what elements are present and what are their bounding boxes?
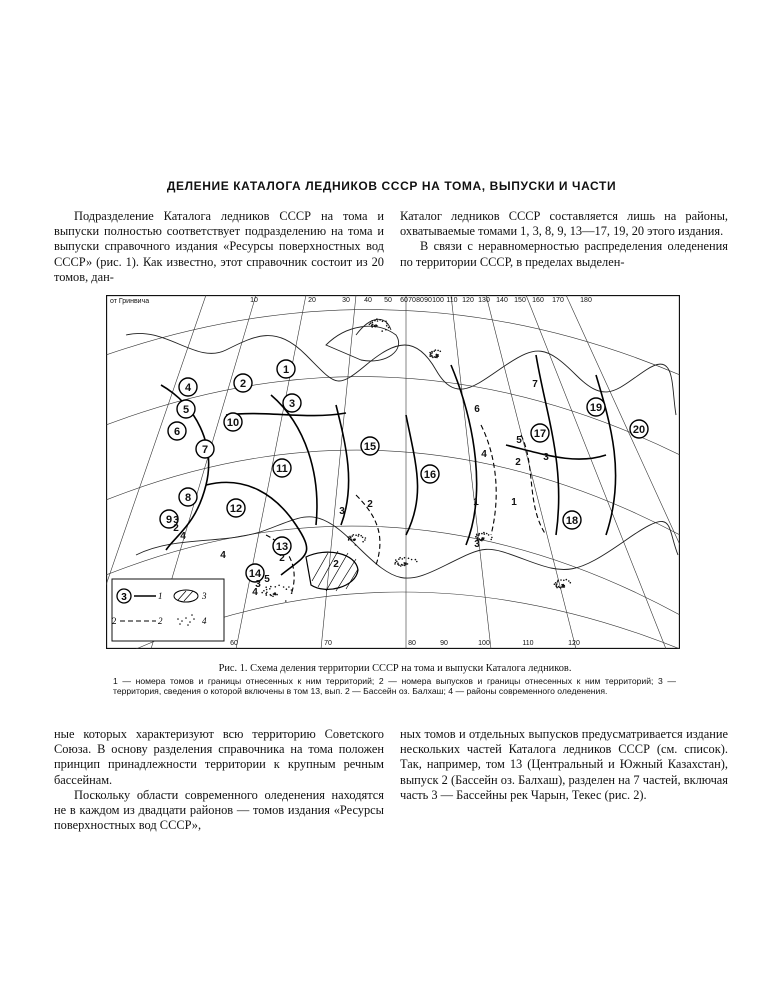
volume-marker-17 — [531, 424, 549, 442]
longitude-label-top: 90 — [424, 297, 432, 304]
svg-text:10: 10 — [226, 417, 240, 429]
longitude-label-top: 180 — [580, 297, 592, 304]
section-title: ДЕЛЕНИЕ КАТАЛОГА ЛЕДНИКОВ СССР НА ТОМА, ВЫПУСКИ И ЧАСТИ — [166, 179, 617, 193]
volume-marker-18 — [563, 511, 581, 529]
svg-text:13: 13 — [275, 541, 289, 553]
issue-label: 2 — [515, 457, 521, 468]
volume-marker-6 — [168, 422, 186, 440]
svg-text:2: 2 — [158, 616, 163, 626]
svg-text:2: 2 — [112, 616, 117, 626]
issue-label: 1 — [473, 497, 479, 508]
svg-text:14: 14 — [248, 568, 262, 580]
issue-label: 7 — [532, 379, 538, 390]
legend-item-3: 3 — [202, 591, 207, 601]
longitude-label-bottom: 70 — [324, 640, 332, 647]
legend-item-4: 4 — [202, 616, 207, 626]
volume-marker-5 — [177, 400, 195, 418]
paragraph: В связи с неравномерностью распределения оледенения по территории СССР, в пределах выделен- — [400, 239, 728, 269]
longitude-label-top: 160 — [532, 297, 544, 304]
issue-label: 1 — [511, 497, 517, 508]
paragraph: Каталог ледников СССР составляется лишь на районы, охватываемые томами 1, 3, 8, 9, 13—17, 19, 20 этого издания. — [400, 209, 728, 239]
longitude-label-top: 80 — [416, 297, 424, 304]
issue-label: 6 — [474, 404, 480, 415]
longitude-label-top: 170 — [552, 297, 564, 304]
issue-label: 4 — [180, 531, 186, 542]
text-column-right-bottom — [400, 727, 728, 803]
longitude-label-bottom: 110 — [522, 640, 534, 647]
issue-label: 3 — [339, 506, 345, 517]
paragraph: Поскольку области современного оледенения находятся не в каждом из двадцати районов — томов издания «Ресурсы поверхностных вод СССР», — [54, 787, 384, 833]
issue-label: 3 — [474, 539, 480, 550]
longitude-label-top: 50 — [384, 297, 392, 304]
volume-marker-15 — [361, 437, 379, 455]
origin-label: от Гринвича — [110, 298, 150, 305]
issue-label: 4 — [481, 449, 487, 460]
longitude-label-top: 40 — [364, 297, 372, 304]
volume-marker-1 — [277, 360, 295, 378]
longitude-label-bottom: 90 — [440, 640, 448, 647]
svg-text:8: 8 — [184, 492, 192, 504]
svg-text:7: 7 — [201, 444, 209, 456]
issue-label: 2 — [333, 559, 339, 570]
volume-marker-4 — [179, 378, 197, 396]
longitude-label-top: 100 — [432, 297, 444, 304]
issue-label: 2 — [173, 523, 179, 534]
issue-label: 4 — [252, 587, 258, 598]
issue-label: 2 — [367, 499, 373, 510]
svg-text:3: 3 — [288, 398, 296, 410]
longitude-label-top: 150 — [514, 297, 526, 304]
issue-label: 4 — [220, 550, 226, 561]
longitude-label-top: 10 — [250, 297, 258, 304]
svg-text:17: 17 — [533, 428, 547, 440]
longitude-label-bottom: 100 — [478, 640, 490, 647]
volume-marker-20 — [630, 420, 648, 438]
svg-text:4: 4 — [184, 382, 192, 394]
ussr-glacier-map — [106, 295, 680, 649]
svg-text:6: 6 — [173, 426, 181, 438]
svg-text:12: 12 — [229, 503, 243, 515]
paragraph: Подразделение Каталога ледников СССР на тома и выпуски полностью соответствует подразделению на тома и выпуски справочного издания «Ресурсы поверхностных вод СССР» (рис. 1). Как известно, этот справочник состоит из 20 томов, дан- — [54, 209, 384, 284]
svg-text:19: 19 — [589, 402, 603, 414]
legend-volume-sample: 3 — [121, 592, 127, 603]
issue-label: 5 — [516, 435, 522, 446]
longitude-label-bottom: 80 — [408, 640, 416, 647]
longitude-label-bottom: 60 — [230, 640, 238, 647]
issue-label: 3 — [173, 515, 179, 526]
issue-label: 2 — [279, 553, 285, 564]
svg-text:20: 20 — [632, 424, 646, 436]
longitude-label-top: 130 — [478, 297, 490, 304]
figure-caption: Рис. 1. Схема деления территории СССР на тома и выпуски Каталога ледников. — [218, 663, 572, 674]
longitude-label-top: 70 — [408, 297, 416, 304]
longitude-label-top: 20 — [308, 297, 316, 304]
longitude-label-top: 110 — [446, 297, 458, 304]
longitude-label-top: 120 — [462, 297, 474, 304]
svg-text:5: 5 — [182, 404, 190, 416]
text-column-right-top — [400, 209, 728, 270]
volume-marker-16 — [421, 465, 439, 483]
volume-marker-10 — [224, 413, 242, 431]
volume-marker-3 — [283, 394, 301, 412]
map-legend — [112, 579, 224, 641]
issue-label: 3 — [255, 579, 261, 590]
paragraph: ных томов и отдельных выпусков предусматривается издание нескольких частей Каталога ледников СССР (см. список). Так, например, том 13 (Центральный и Южный Казахстан), выпуск 2 (Бассейн оз. Балхаш), разделен на 7 частей, включая часть 3 — Бассейны рек Чарын, Текес (рис. 2). — [400, 727, 728, 802]
svg-text:1: 1 — [158, 591, 163, 601]
svg-text:16: 16 — [423, 469, 437, 481]
volume-marker-12 — [227, 499, 245, 517]
volume-marker-8 — [179, 488, 197, 506]
svg-text:15: 15 — [363, 441, 377, 453]
longitude-label-top: 140 — [496, 297, 508, 304]
svg-text:18: 18 — [565, 515, 579, 527]
longitude-label-top: 60 — [400, 297, 408, 304]
paragraph: ные которых характеризуют всю территорию Советского Союза. В основу разделения справочника на тома положен принцип принадлежности территории к крупным речным бассейнам. — [54, 727, 384, 787]
issue-label: 5 — [264, 574, 270, 585]
svg-text:9: 9 — [165, 514, 173, 526]
volume-marker-19 — [587, 398, 605, 416]
issue-label: 3 — [543, 452, 549, 463]
figure-legend-text: 1 — номера томов и границы отнесенных к ним территорий; 2 — номера выпусков и границы отнесенных к ним территорий; 3 — территория, сведения о которой включены в том 13, вып. 2 — Бассейн оз. Балхаш; 4 — районы современного оледенения. — [113, 676, 676, 697]
svg-text:1: 1 — [282, 364, 290, 376]
svg-text:2: 2 — [239, 378, 247, 390]
longitude-label-bottom: 120 — [568, 640, 580, 647]
text-column-left-bottom — [54, 727, 384, 833]
volume-marker-11 — [273, 459, 291, 477]
volume-marker-2 — [234, 374, 252, 392]
longitude-label-top: 30 — [342, 297, 350, 304]
text-column-left-top — [54, 209, 384, 285]
svg-text:11: 11 — [276, 463, 288, 475]
volume-marker-7 — [196, 440, 214, 458]
